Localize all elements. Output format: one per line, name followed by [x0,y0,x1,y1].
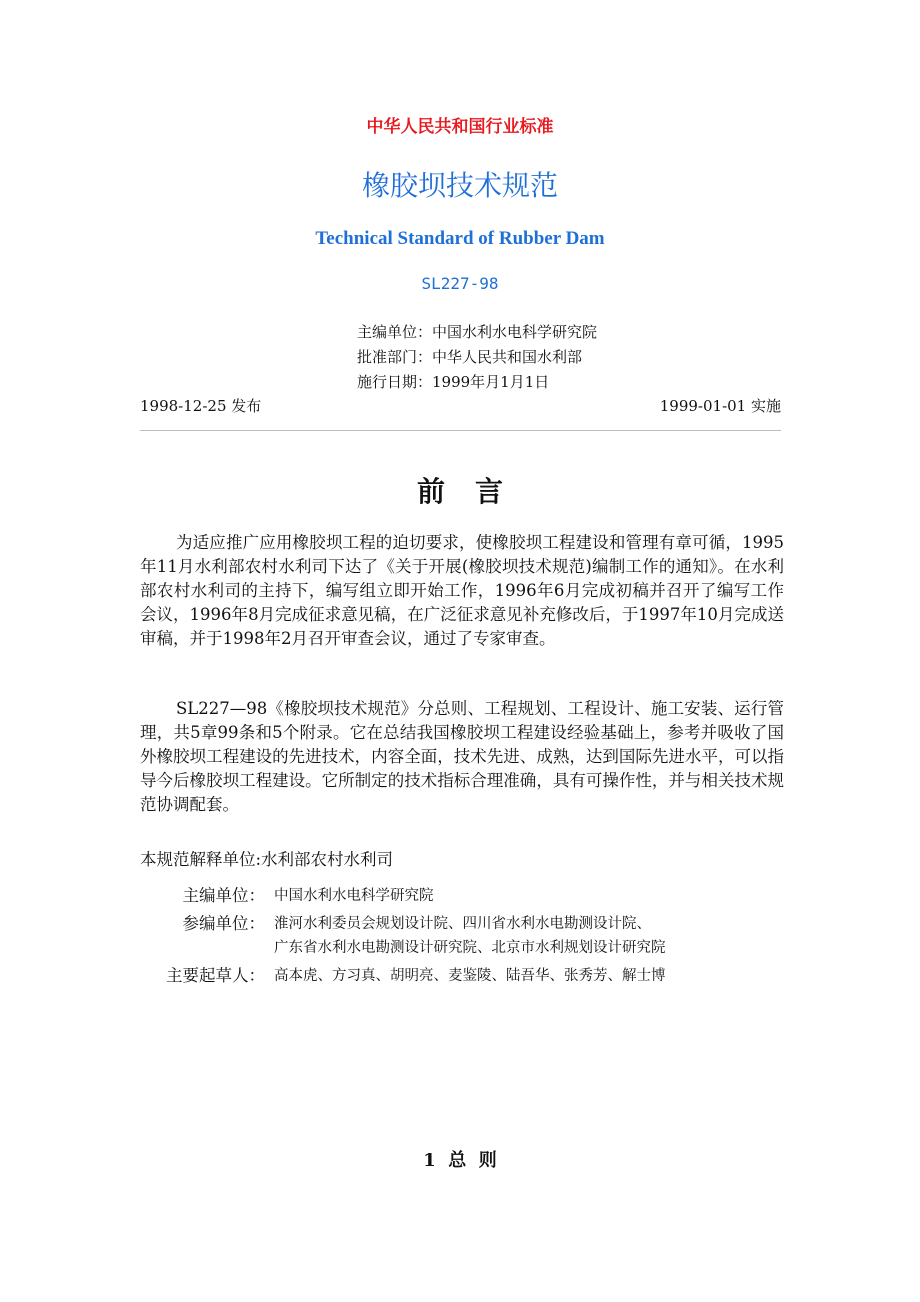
effective-date: 1999-01-01 实施 [659,397,781,415]
chapter-heading: 1 总 则 [423,1150,497,1171]
credit-drafters-label: 主要起草人： [166,966,265,985]
document-title-en: Technical Standard of Rubber Dam [315,228,605,249]
meta-editor: 主编单位：中国水利水电科学研究院 [357,323,598,341]
credit-co-editor-label: 参编单位： [182,914,265,933]
divider [140,430,781,431]
credit-co-editor-line-2: 广东省水利水电勘测设计研究院、北京市水利规划设计研究院 [274,940,666,956]
preface-paragraph-1: 为适应推广应用橡胶坝工程的迫切要求，使橡胶坝工程建设和管理有章可循，1995年11月水利部农村水利司下达了《关于开展(橡胶坝技术规范)编制工作的通知》。在水利部农村水利司的主持下，编写组立即开始工作，1996年6月完成初稿并召开了编写工作会议，1996年8月完成征求意见稿，在广泛征求意见补充修改后，于1997年10月完成送审稿，并于1998年2月召开审查会议，通过了专家审查。 [140,533,784,648]
credit-editor-value: 中国水利水电科学研究院 [274,888,434,904]
credit-drafters-value: 高本虎、方习真、胡明亮、麦鉴陵、陆吾华、张秀芳、解士博 [274,968,666,984]
meta-approver: 批准部门：中华人民共和国水利部 [357,348,583,366]
preface-heading: 前言 [416,475,533,508]
document-title-cn: 橡胶坝技术规范 [361,169,558,202]
meta-effective-date: 施行日期：1999年月1月1日 [357,373,550,391]
credit-co-editor-line-1: 淮河水利委员会规划设计院、四川省水利水电勘测设计院、 [274,916,651,932]
preface-paragraph-2: SL227—98《橡胶坝技术规范》分总则、工程规划、工程设计、施工安装、运行管理，共5章99条和5个附录。它在总结我国橡胶坝工程建设经验基础上，参考并吸收了国外橡胶坝工程建设的先进技术，内容全面，技术先进、成熟，达到国际先进水平，可以指导今后橡胶坝工程建设。它所制定的技术指标合理准确，具有可操作性，并与相关技术规范协调配套。 [140,699,784,814]
interpretation-unit: 本规范解释单位:水利部农村水利司 [140,850,394,869]
issued-date: 1998-12-25 发布 [140,397,262,415]
standard-category: 中华人民共和国行业标准 [366,117,554,137]
standard-code: SL227-98 [421,274,499,293]
credit-editor-label: 主编单位： [182,886,265,905]
